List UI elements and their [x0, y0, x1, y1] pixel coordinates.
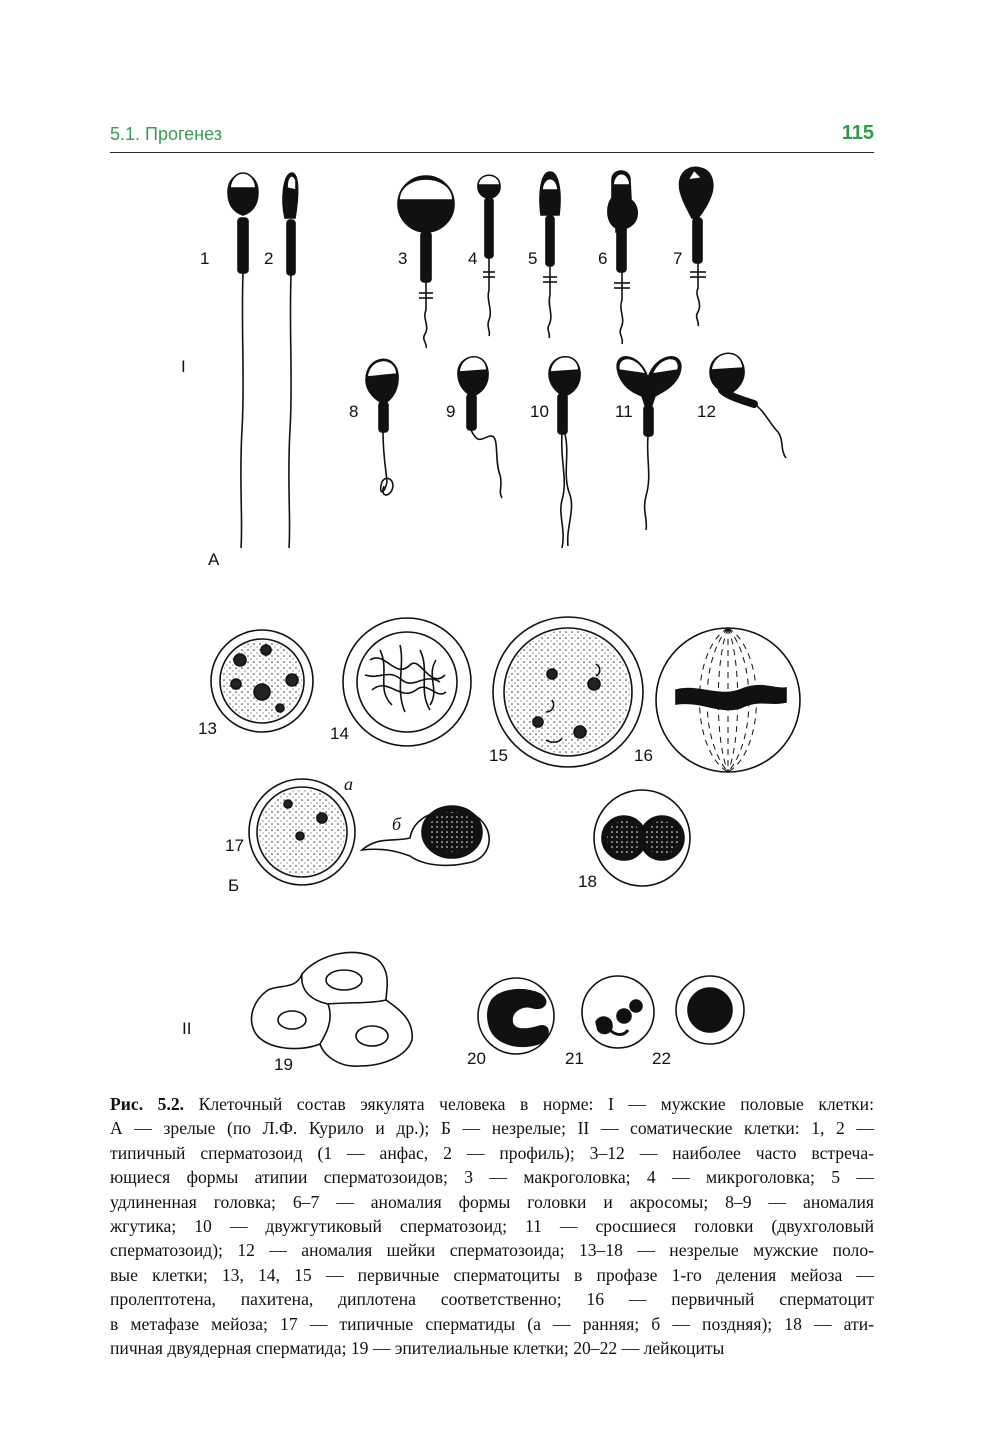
label-15: 15 [489, 746, 508, 765]
label-8: 8 [349, 402, 359, 421]
caption-line: удлиненная головка; 6–7 — аномалия формы головки и акросомы; 8–9 — аномалия [110, 1191, 874, 1212]
label-6: 6 [598, 249, 608, 268]
sperm-10 [549, 357, 580, 548]
sperm-8 [366, 359, 398, 495]
cell-15 [493, 617, 643, 767]
sperm-12 [710, 353, 786, 458]
caption-line: А — зрелые (по Л.Ф. Курило и др.); Б — незрелые; II — соматические клетки: 1, 2 — [110, 1118, 874, 1139]
sperm-11 [617, 357, 681, 530]
caption-line: ющиеся формы атипии сперматозоидов; 3 — макроголовка; 4 — микроголовка; 5 — [110, 1167, 874, 1188]
caption-line: в метафазе мейоза; 17 — типичные сперматиды (а — ранняя; б — поздняя); 18 — ати- [110, 1313, 874, 1334]
label-b: б [392, 814, 402, 834]
sperm-9 [458, 357, 502, 498]
label-a: а [344, 774, 353, 794]
sperm-2 [283, 173, 298, 548]
label-12: 12 [697, 402, 716, 421]
label-group-B: Б [228, 876, 240, 895]
cell-16 [656, 628, 800, 772]
label-22: 22 [652, 1049, 671, 1068]
sperm-4 [478, 175, 500, 336]
caption-line-text: Клеточный состав эякулята человека в норме: I — мужские половые клетки: [184, 1094, 874, 1114]
caption-line: типичный сперматозоид (1 — анфас, 2 — профиль); 3–12 — наиболее часто встреча- [110, 1142, 874, 1163]
label-1: 1 [200, 249, 210, 268]
cell-19 [252, 952, 413, 1066]
figure-caption [110, 1092, 874, 1360]
cell-20 [478, 978, 554, 1054]
cell-22 [676, 976, 744, 1044]
label-group-I: I [181, 357, 186, 376]
cell-18 [594, 790, 690, 886]
caption-label: Рис. 5.2. [110, 1094, 185, 1114]
cell-17b [362, 806, 489, 865]
caption-line: сперматозоид); 12 — аномалия шейки сперматозоида; 13–18 — незрелые мужские поло- [110, 1240, 874, 1261]
label-7: 7 [673, 249, 683, 268]
cell-17 [249, 779, 355, 885]
sperm-drawings [228, 167, 786, 548]
label-group-A: А [208, 550, 220, 569]
label-14: 14 [330, 724, 349, 743]
cell-14 [343, 618, 471, 746]
cell-21 [582, 976, 654, 1048]
sperm-6 [608, 171, 637, 344]
label-20: 20 [467, 1049, 486, 1068]
label-3: 3 [398, 249, 408, 268]
caption-line: пролептотена, пахитена, диплотена соответственно; 16 — первичный сперматоцит [110, 1289, 874, 1310]
caption-line: жгутика; 10 — двужгутиковый сперматозоид; 11 — сросшиеся головки (двухголовый [110, 1216, 874, 1237]
sperm-7 [680, 167, 713, 326]
label-13: 13 [198, 719, 217, 738]
label-16: 16 [634, 746, 653, 765]
sperm-1 [228, 173, 258, 548]
section-title: 5.1. Прогенез [110, 124, 222, 144]
sperm-5 [540, 172, 560, 338]
caption-line: пичная двуядерная сперматида; 19 — эпителиальные клетки; 20–22 — лейкоциты [110, 1338, 725, 1359]
label-10: 10 [530, 402, 549, 421]
label-group-II: II [182, 1019, 192, 1038]
label-17: 17 [225, 836, 244, 855]
label-21: 21 [565, 1049, 584, 1068]
label-4: 4 [468, 249, 478, 268]
label-2: 2 [264, 249, 274, 268]
caption-line [110, 1092, 874, 1116]
caption-line: вые клетки; 13, 14, 15 — первичные сперматоциты в профазе 1-го деления мейоза — [110, 1264, 874, 1285]
label-11: 11 [615, 402, 633, 421]
page-number: 115 [841, 122, 874, 144]
label-9: 9 [446, 402, 456, 421]
label-5: 5 [528, 249, 538, 268]
cell-13 [211, 630, 313, 732]
label-18: 18 [578, 872, 597, 891]
label-19: 19 [274, 1055, 293, 1074]
